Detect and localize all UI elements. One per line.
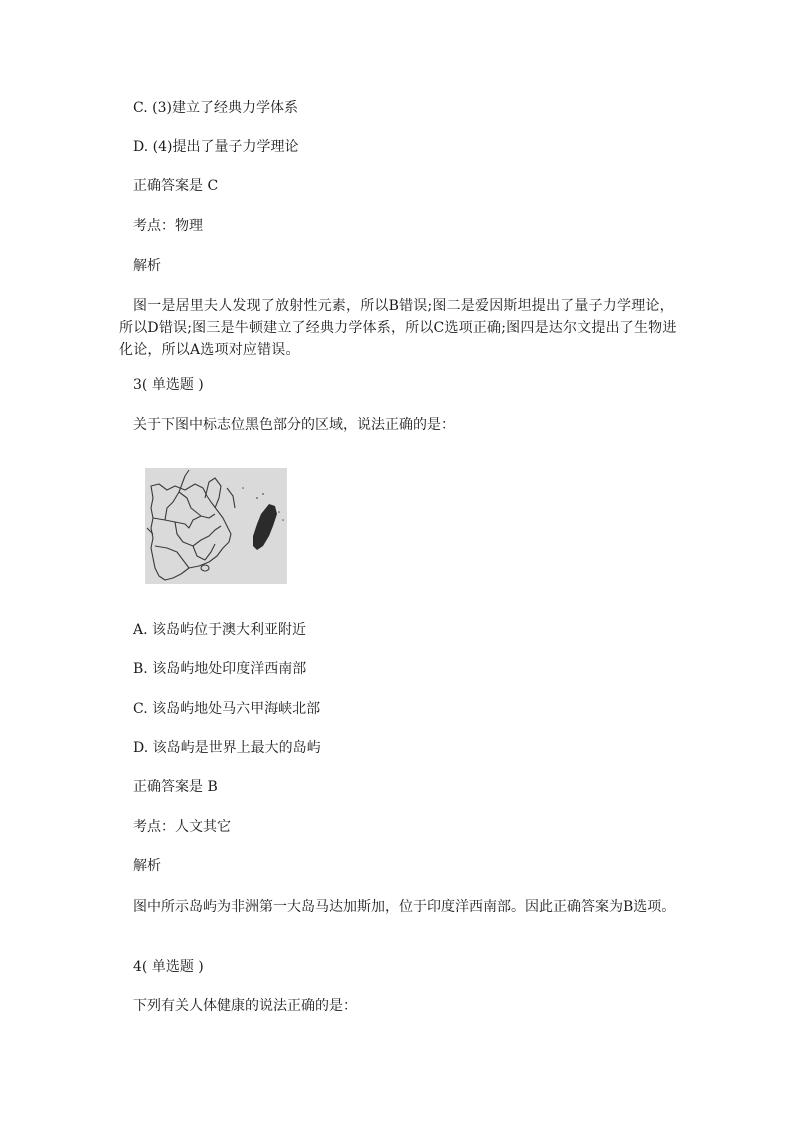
q3-option-c: C. 该岛屿地处马六甲海峡北部 bbox=[133, 701, 321, 717]
q3-option-d: D. 该岛屿是世界上最大的岛屿 bbox=[133, 740, 321, 756]
q3-header: 3( 单选题 ) bbox=[133, 377, 204, 393]
q3-option-b: B. 该岛屿地处印度洋西南部 bbox=[133, 661, 307, 677]
q2-option-c: C. (3)建立了经典力学体系 bbox=[133, 100, 298, 116]
q4-question: 下列有关人体健康的说法正确的是： bbox=[133, 998, 357, 1014]
q2-analysis-label: 解析 bbox=[133, 258, 161, 274]
q2-answer: 正确答案是 C bbox=[133, 178, 219, 194]
q2-topic: 考点：物理 bbox=[133, 218, 203, 234]
q3-topic: 考点：人文其它 bbox=[133, 819, 231, 835]
q3-question: 关于下图中标志位黑色部分的区域，说法正确的是： bbox=[133, 417, 455, 433]
q2-option-d: D. (4)提出了量子力学理论 bbox=[133, 139, 299, 155]
q3-analysis-label: 解析 bbox=[133, 858, 161, 874]
q3-answer: 正确答案是 B bbox=[133, 779, 218, 795]
africa-map-image bbox=[145, 468, 287, 584]
q3-analysis-text: 图中所示岛屿为非洲第一大岛马达加斯加，位于印度洋西南部。因此正确答案为B选项。 bbox=[133, 899, 676, 915]
q4-header: 4( 单选题 ) bbox=[133, 959, 204, 975]
q2-analysis-text: 图一是居里夫人发现了放射性元素，所以B错误;图二是爱因斯坦提出了量子力学理论，所以D错误;图三是牛顿建立了经典力学体系，所以C选项正确;图四是达尔文提出了生物进化论，所以A选项对应错误。 bbox=[119, 298, 677, 358]
q3-option-a: A. 该岛屿位于澳大利亚附近 bbox=[133, 622, 307, 638]
